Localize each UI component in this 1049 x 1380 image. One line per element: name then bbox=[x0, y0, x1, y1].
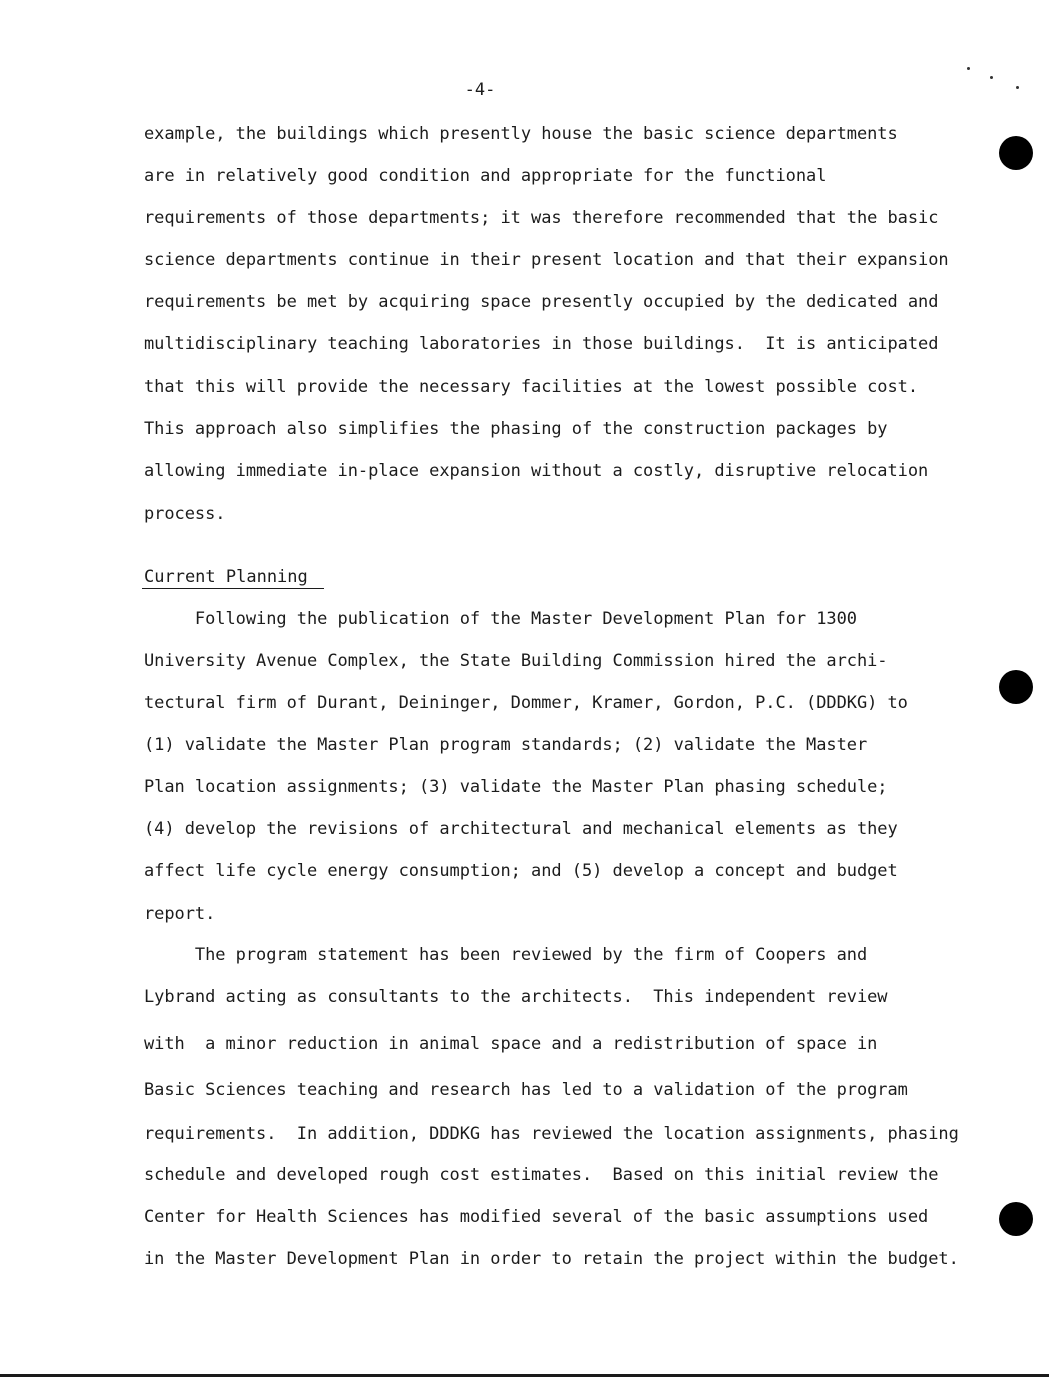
bottom-edge-rule bbox=[0, 1374, 1049, 1377]
text-line: affect life cycle energy consumption; and (5) develop a concept and budget bbox=[144, 861, 898, 881]
punch-hole-top bbox=[999, 136, 1033, 170]
scan-speck bbox=[1016, 86, 1019, 89]
scan-speck bbox=[967, 67, 970, 70]
text-line: report. bbox=[144, 904, 216, 924]
text-line: multidisciplinary teaching laboratories in those buildings. It is anticipated bbox=[144, 334, 939, 354]
text-line: requirements of those departments; it was therefore recommended that the basic bbox=[144, 208, 939, 228]
text-line: example, the buildings which presently house the basic science departments bbox=[144, 124, 898, 144]
punch-hole-middle bbox=[999, 670, 1033, 704]
text-line: (1) validate the Master Plan program standards; (2) validate the Master bbox=[144, 735, 868, 755]
text-line: tectural firm of Durant, Deininger, Dommer, Kramer, Gordon, P.C. (DDDKG) to bbox=[144, 693, 908, 713]
heading-underline bbox=[142, 588, 324, 589]
text-line: that this will provide the necessary facilities at the lowest possible cost. bbox=[144, 377, 919, 397]
text-line: Basic Sciences teaching and research has led to a validation of the program bbox=[144, 1080, 908, 1100]
text-line: allowing immediate in-place expansion without a costly, disruptive relocation bbox=[144, 461, 929, 481]
text-line: are in relatively good condition and appropriate for the functional bbox=[144, 166, 827, 186]
text-line: Center for Health Sciences has modified several of the basic assumptions used bbox=[144, 1207, 929, 1227]
text-line: requirements. In addition, DDDKG has reviewed the location assignments, phasing bbox=[144, 1124, 959, 1144]
text-line: Lybrand acting as consultants to the architects. This independent review bbox=[144, 987, 888, 1007]
text-line: Following the publication of the Master Development Plan for 1300 bbox=[144, 609, 857, 629]
text-line: University Avenue Complex, the State Building Commission hired the archi- bbox=[144, 651, 888, 671]
text-line: This approach also simplifies the phasing of the construction packages by bbox=[144, 419, 888, 439]
text-line: The program statement has been reviewed by the firm of Coopers and bbox=[144, 945, 868, 965]
section-heading: Current Planning bbox=[144, 567, 308, 587]
scan-speck bbox=[990, 76, 993, 79]
text-line: schedule and developed rough cost estimates. Based on this initial review the bbox=[144, 1165, 939, 1185]
text-line: Plan location assignments; (3) validate the Master Plan phasing schedule; bbox=[144, 777, 888, 797]
text-line: science departments continue in their present location and that their expansion bbox=[144, 250, 949, 270]
text-line: with a minor reduction in animal space and a redistribution of space in bbox=[144, 1034, 878, 1054]
text-line: requirements be met by acquiring space presently occupied by the dedicated and bbox=[144, 292, 939, 312]
text-line: (4) develop the revisions of architectural and mechanical elements as they bbox=[144, 819, 898, 839]
text-line: in the Master Development Plan in order to retain the project within the budget. bbox=[144, 1249, 959, 1269]
page-number: -4- bbox=[464, 80, 496, 100]
text-line: process. bbox=[144, 504, 226, 524]
punch-hole-bottom bbox=[999, 1202, 1033, 1236]
